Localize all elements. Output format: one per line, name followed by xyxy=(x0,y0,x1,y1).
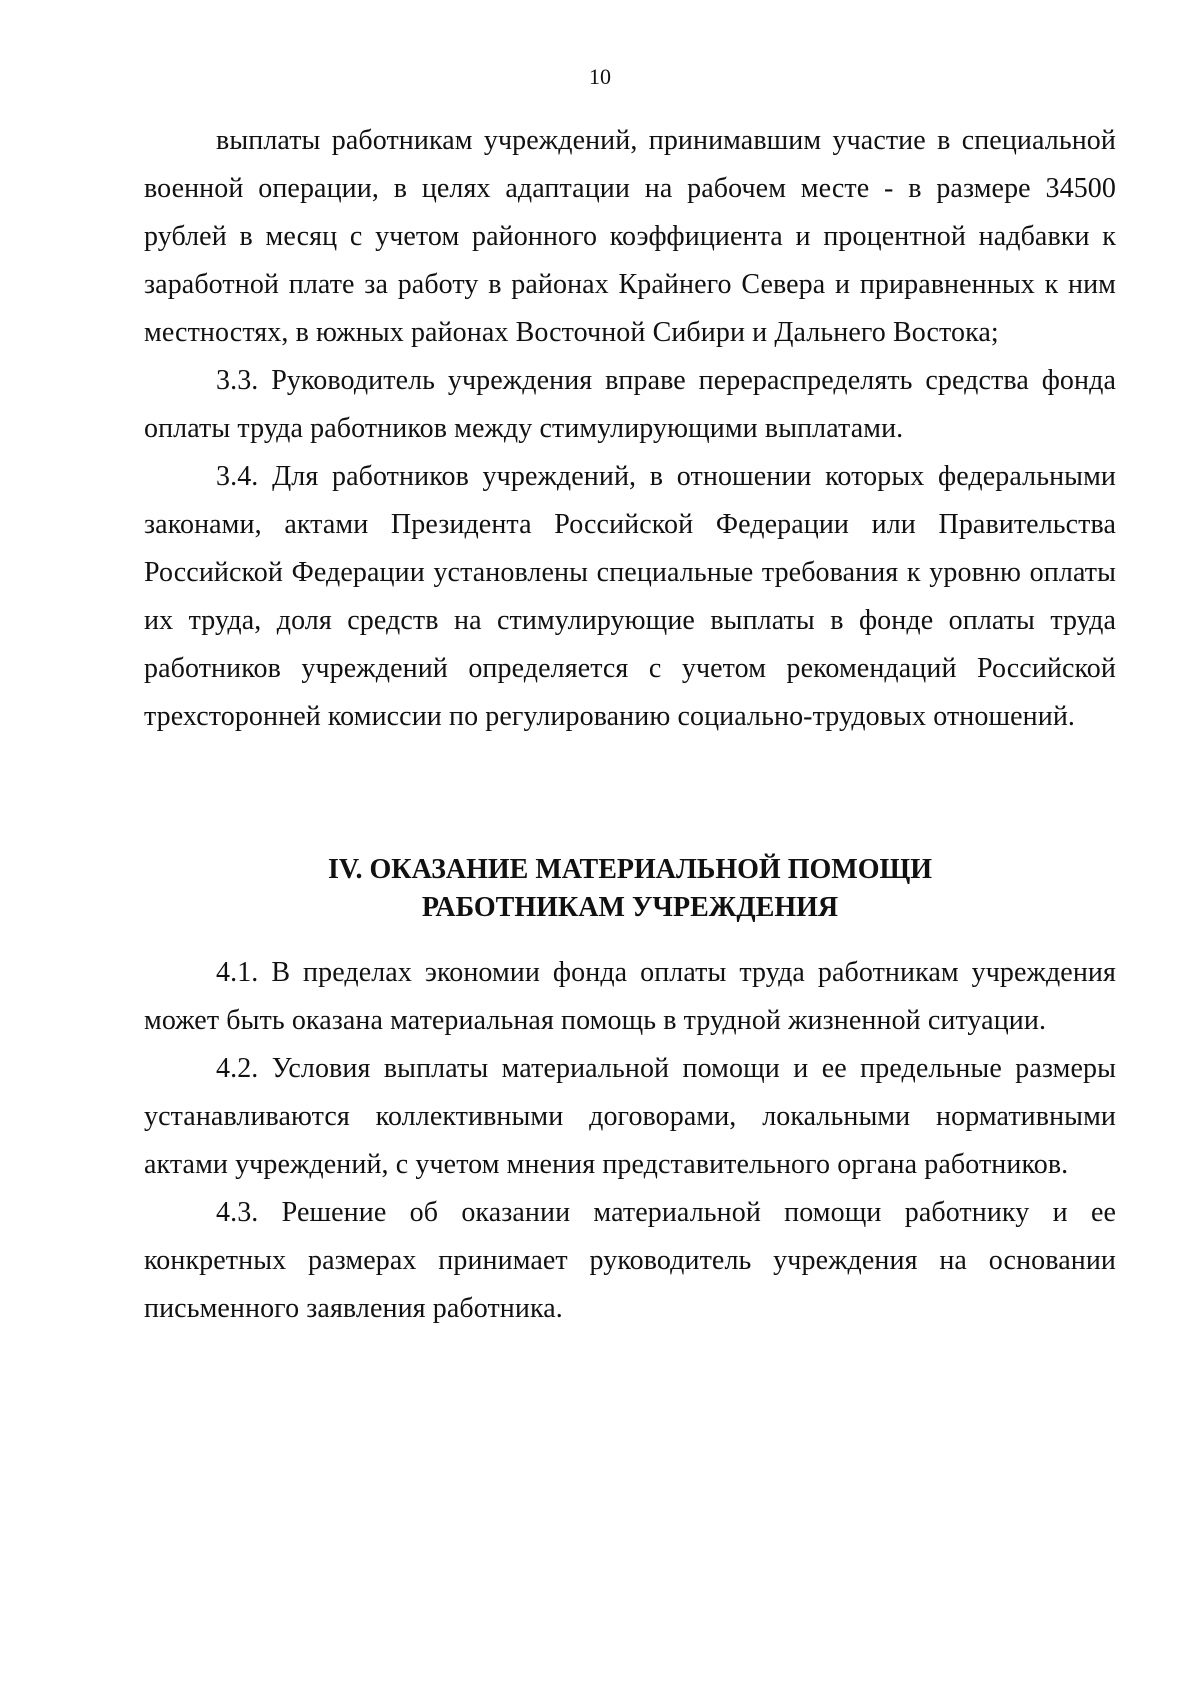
paragraph-4-2: 4.2. Условия выплаты материальной помощи и ее предельные размеры устанавливаются коллективными договорами, локальными нормативными актами учреждений, с учетом мнения представительного органа работников. xyxy=(144,1053,1116,1180)
section-spacer xyxy=(144,741,1116,851)
section-heading xyxy=(144,851,1116,927)
paragraph-4-1: 4.1. В пределах экономии фонда оплаты труда работникам учреждения может быть оказана материальная помощь в трудной жизненной ситуации. xyxy=(144,957,1116,1036)
section-heading-line-2: РАБОТНИКАМ УЧРЕЖДЕНИЯ xyxy=(421,892,839,923)
page-number: 10 xyxy=(589,64,611,89)
document-body xyxy=(144,117,1116,1333)
paragraph-4-3: 4.3. Решение об оказании материальной помощи работнику и ее конкретных размерах принимает руководитель учреждения на основании письменного заявления работника. xyxy=(144,1197,1116,1324)
paragraph-continuation: выплаты работникам учреждений, принимавшим участие в специальной военной операции, в целях адаптации на рабочем месте - в размере 34500 рублей в месяц с учетом районного коэффициента и процентной надбавки к заработной плате за работу в районах Крайнего Севера и приравненных к ним местностях, в южных районах Восточной Сибири и Дальнего Востока; xyxy=(144,125,1116,348)
paragraph-3-4: 3.4. Для работников учреждений, в отношении которых федеральными законами, актами Президента Российской Федерации или Правительства Российской Федерации установлены специальные требования к уровню оплаты их труда, доля средств на стимулирующие выплаты в фонде оплаты труда работников учреждений определяется с учетом рекомендаций Российской трехсторонней комиссии по регулированию социально-трудовых отношений. xyxy=(144,461,1116,732)
section-heading-line-1: IV. ОКАЗАНИЕ МАТЕРИАЛЬНОЙ ПОМОЩИ xyxy=(328,854,932,885)
paragraph-3-3: 3.3. Руководитель учреждения вправе перераспределять средства фонда оплаты труда работников между стимулирующими выплатами. xyxy=(144,365,1116,444)
